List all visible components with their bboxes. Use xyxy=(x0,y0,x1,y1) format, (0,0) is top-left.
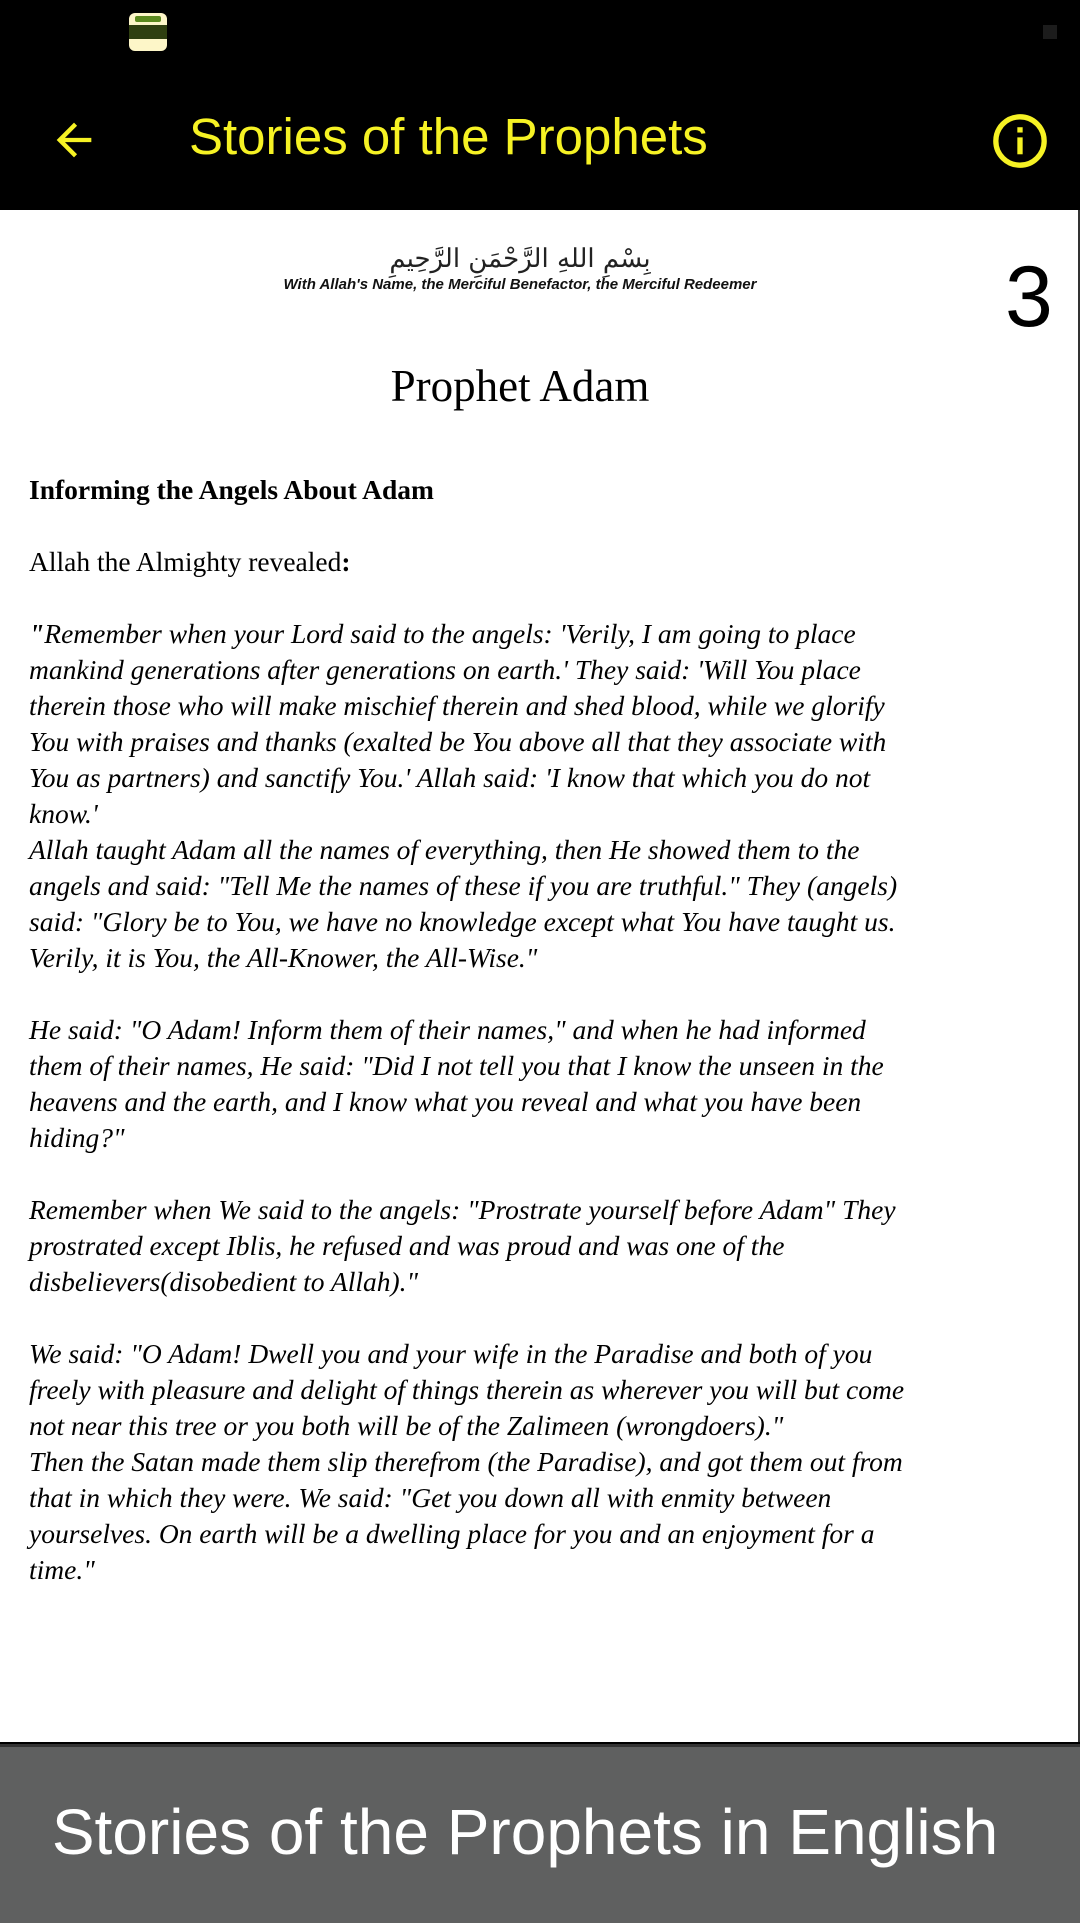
text-line: You as partners) and sanctify You.' Allah said: 'I know that which you do not xyxy=(29,762,871,793)
bismillah-header xyxy=(0,244,1040,293)
text-line: We said: "O Adam! Dwell you and your wife in the Paradise and both of you xyxy=(29,1338,873,1369)
app-logo-icon xyxy=(129,13,167,51)
text-line: said: "Glory be to You, we have no knowledge except what You have taught us. xyxy=(29,906,896,937)
text-line: prostrated except Iblis, he refused and was proud and was one of the xyxy=(29,1230,785,1261)
info-button[interactable] xyxy=(984,105,1056,177)
text-line: know.' xyxy=(29,798,98,829)
section-heading: Informing the Angels About Adam xyxy=(29,474,434,505)
text-line xyxy=(29,616,1019,652)
bismillah-arabic: بِسْمِ اللهِ الرَّحْمَنِ الرَّحِيمِ xyxy=(389,244,651,274)
text-line: angels and said: "Tell Me the names of these if you are truthful." They (angels) xyxy=(29,870,898,901)
intro-colon: : xyxy=(341,546,351,577)
paragraph-3 xyxy=(29,1192,1019,1300)
text-line: You with praises and thanks (exalted be You above all that they associate with xyxy=(29,726,887,757)
text-line: Verily, it is You, the All-Knower, the All-Wise." xyxy=(29,942,538,973)
body-text xyxy=(29,472,1019,1588)
footer-banner-text: Stories of the Prophets in English xyxy=(51,1796,999,1868)
text-line: not near this tree or you both will be of the Zalimeen (wrongdoers)." xyxy=(29,1410,784,1441)
text-line-content: Remember when your Lord said to the angels: 'Verily, I am going to place xyxy=(44,618,856,649)
text-line: hiding?" xyxy=(29,1122,125,1153)
text-line: them of their names, He said: "Did I not tell you that I know the unseen in the xyxy=(29,1050,884,1081)
toolbar xyxy=(0,64,1080,210)
text-line: heavens and the earth, and I know what you reveal and what you have been xyxy=(29,1086,862,1117)
text-line: He said: "O Adam! Inform them of their names," and when he had informed xyxy=(29,1014,866,1045)
status-bar xyxy=(0,0,1080,64)
text-line: therein those who will make mischief therein and shed blood, while we glorify xyxy=(29,690,885,721)
paragraph-1 xyxy=(29,616,1019,976)
text-line: Then the Satan made them slip therefrom (the Paradise), and got them out from xyxy=(29,1446,903,1477)
footer-banner[interactable] xyxy=(0,1744,1080,1923)
info-circle-icon xyxy=(991,112,1049,170)
page-number: 3 xyxy=(1005,249,1053,345)
text-line: freely with pleasure and delight of things therein as wherever you will but come xyxy=(29,1374,905,1405)
bismillah-english: With Allah's Name, the Merciful Benefactor, the Merciful Redeemer xyxy=(283,276,757,293)
chapter-title: Prophet Adam xyxy=(390,361,650,411)
paragraph-4 xyxy=(29,1336,1019,1588)
intro-text: Allah the Almighty revealed xyxy=(29,546,342,577)
toolbar-title: Stories of the Prophets xyxy=(189,108,708,165)
text-line: disbelievers(disobedient to Allah)." xyxy=(29,1266,419,1297)
intro-paragraph xyxy=(29,544,1019,580)
text-line: time." xyxy=(29,1554,95,1585)
text-line: that in which they were. We said: "Get you down all with enmity between xyxy=(29,1482,832,1513)
notification-icon xyxy=(1043,25,1057,39)
text-line: Remember when We said to the angels: "Prostrate yourself before Adam" They xyxy=(29,1194,896,1225)
text-line: Allah taught Adam all the names of everything, then He showed them to the xyxy=(29,834,860,865)
back-button[interactable] xyxy=(38,104,110,176)
open-quote: " xyxy=(29,618,45,649)
arrow-left-icon xyxy=(48,114,100,166)
book-page[interactable] xyxy=(0,210,1080,1742)
text-line: yourselves. On earth will be a dwelling place for you and an enjoyment for a xyxy=(29,1518,875,1549)
paragraph-2 xyxy=(29,1012,1019,1156)
text-line: mankind generations after generations on earth.' They said: 'Will You place xyxy=(29,654,861,685)
